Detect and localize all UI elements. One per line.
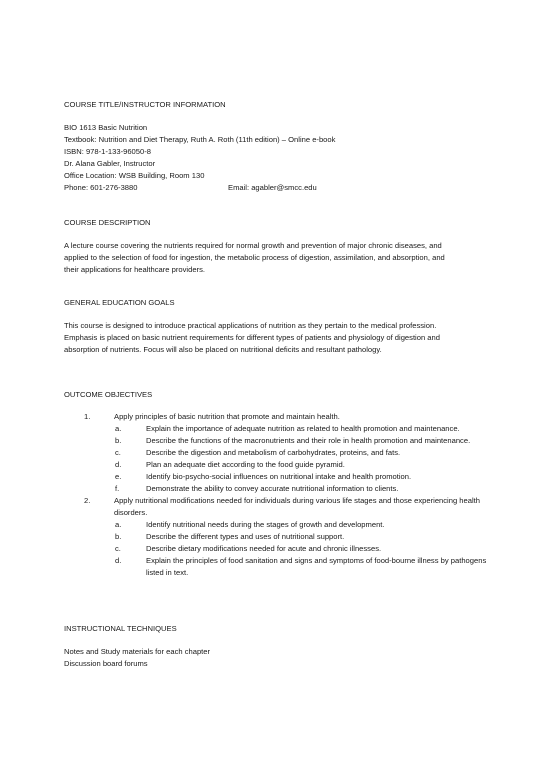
sub-objective-letter: d. [115,556,122,565]
goals-line: absorption of nutrients. Focus will also be placed on nutritional deficits and resultant pathology. [64,345,382,354]
technique-line: Notes and Study materials for each chapter [64,647,211,656]
objectives-heading: OUTCOME OBJECTIVES [64,390,153,399]
sub-objective-letter: a. [115,520,122,529]
sub-objective-letter: e. [115,472,122,481]
techniques-section [64,623,494,635]
course-name: BIO 1613 Basic Nutrition [64,123,148,132]
objective-item [64,495,494,519]
course-info-heading: COURSE TITLE/INSTRUCTOR INFORMATION [64,100,226,109]
office-line: Office Location: WSB Building, Room 130 [64,171,205,180]
sub-objective-text: Explain the importance of adequate nutrition as related to health promotion and maintenance. [146,424,460,433]
contact-row [64,182,494,194]
description-line: A lecture course covering the nutrients required for normal growth and prevention of major chronic diseases, and [64,241,442,250]
objectives-list [64,411,494,579]
instructor-line: Dr. Alana Gabler, Instructor [64,159,156,168]
goals-line: Emphasis is placed on basic nutrient requirements for different types of patients and physiology of digestion and [64,333,440,342]
sub-objective [64,435,494,447]
sub-objective [64,555,494,579]
sub-objective-text: Identify nutritional needs during the stages of growth and development. [146,520,385,529]
sub-objective-letter: b. [115,436,122,445]
sub-objective [64,447,494,459]
sub-objective [64,471,494,483]
sub-objective-letter: c. [115,544,121,553]
sub-objective-text: Describe the functions of the macronutrients and their role in health promotion and maintenance. [146,436,471,445]
sub-objective-letter: a. [115,424,122,433]
sub-objective [64,519,494,531]
sub-objective-text: Describe dietary modifications needed for acute and chronic illnesses. [146,544,382,553]
sub-objective-letter: b. [115,532,122,541]
sub-objective [64,531,494,543]
sub-objective-text: Identify bio-psycho-social influences on nutritional intake and health promotion. [146,472,412,481]
objective-number: 1. [84,412,91,421]
objective-text: Apply principles of basic nutrition that promote and maintain health. [114,412,340,421]
description-line: applied to the selection of food for ingestion, the metabolic process of digestion, assimilation, and absorption, and [64,253,445,262]
description-heading: COURSE DESCRIPTION [64,218,151,227]
sub-objective [64,483,494,495]
sub-objective-text: Describe the digestion and metabolism of carbohydrates, proteins, and fats. [146,448,401,457]
description-line: their applications for healthcare providers. [64,265,205,274]
technique-line: Discussion board forums [64,659,148,668]
course-info-details [64,122,494,194]
description-body [64,240,494,276]
techniques-heading: INSTRUCTIONAL TECHNIQUES [64,624,177,633]
textbook-line: Textbook: Nutrition and Diet Therapy, Ruth A. Roth (11th edition) – Online e-book [64,135,336,144]
sub-objective-text: Explain the principles of food sanitation and signs and symptoms of food-bourne illness by pathogens listed in text. [146,556,487,577]
sub-objective-text: Demonstrate the ability to convey accurate nutritional information to clients. [146,484,399,493]
description-section [64,217,494,229]
objective-item [64,411,494,423]
goals-section [64,297,494,309]
phone-line: Phone: 601-276-3880 [64,183,138,192]
sub-objective-letter: d. [115,460,122,469]
objective-number: 2. [84,496,91,505]
objectives-section [64,389,494,401]
sub-objective-text: Plan an adequate diet according to the food guide pyramid. [146,460,345,469]
sub-objective [64,459,494,471]
sub-objective-text: Describe the different types and uses of nutritional support. [146,532,345,541]
objective-text: Apply nutritional modifications needed for individuals during various life stages and those experiencing health disorders. [114,496,480,517]
sub-objective [64,423,494,435]
sub-objective-letter: c. [115,448,121,457]
sub-objective [64,543,494,555]
email-line: Email: agabler@smcc.edu [228,183,317,192]
goals-body [64,320,494,356]
techniques-body [64,646,494,670]
sub-objective-letter: f. [115,484,120,493]
isbn-line: ISBN: 978-1-133-96050-8 [64,147,151,156]
course-info-section [64,99,494,111]
goals-line: This course is designed to introduce practical applications of nutrition as they pertain to the medical profession. [64,321,437,330]
goals-heading: GENERAL EDUCATION GOALS [64,298,175,307]
